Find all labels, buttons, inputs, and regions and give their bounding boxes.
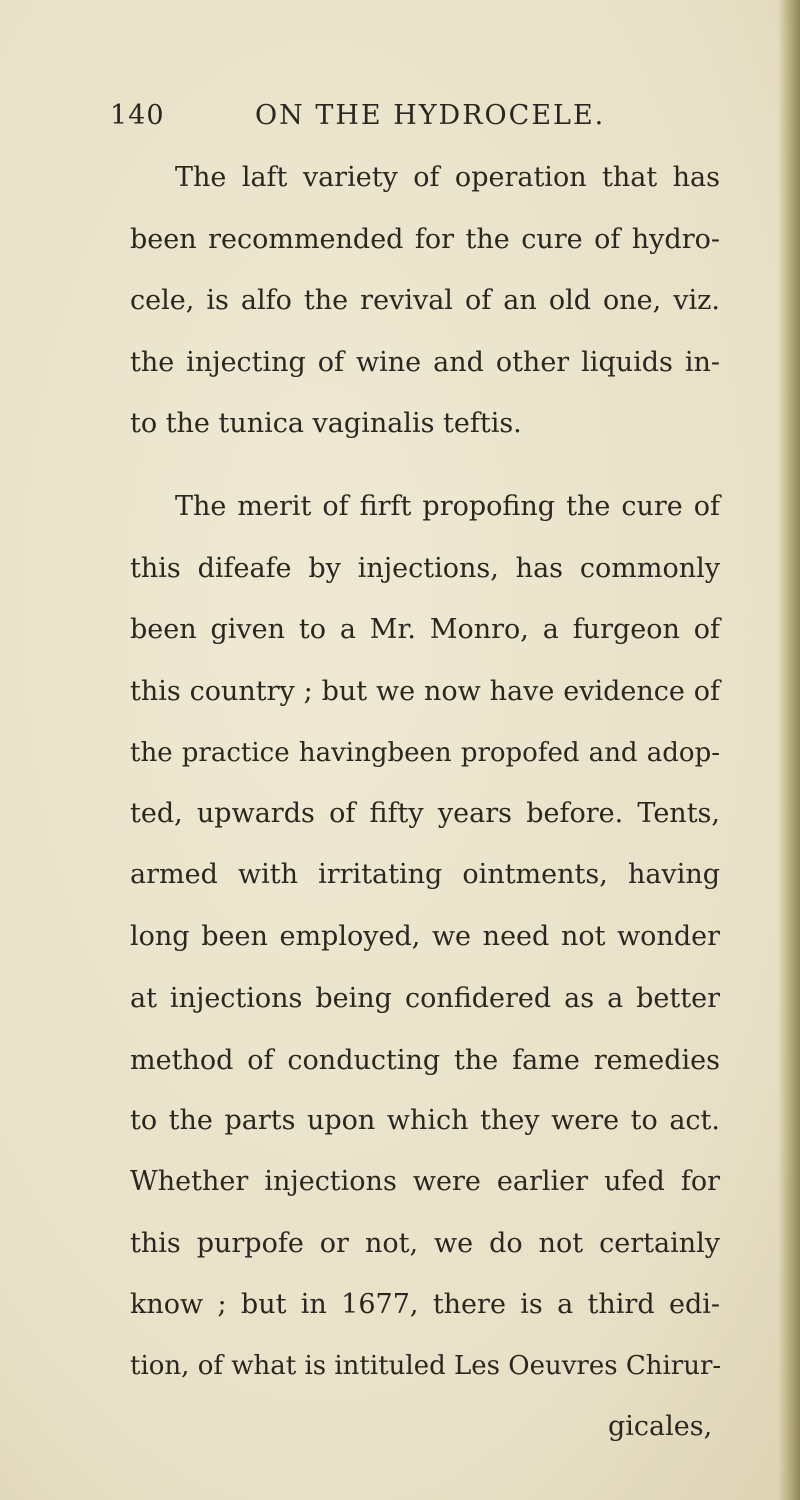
text-line: The laft variety of operation that has xyxy=(175,162,720,193)
text-line: ted, upwards of fifty years before. Tents, xyxy=(130,798,720,829)
text-line: Whether injections were earlier ufed for xyxy=(130,1166,720,1197)
text-line: this country ; but we now have evidence of xyxy=(130,676,720,707)
catchword: gicales, xyxy=(608,1411,713,1442)
text-line: at injections being confidered as a better xyxy=(130,983,720,1014)
text-line: this purpofe or not, we do not certainly xyxy=(130,1228,720,1259)
text-line: cele, is alfo the revival of an old one, viz. xyxy=(130,285,720,316)
text-line: The merit of firft propofing the cure of xyxy=(175,491,720,522)
text-line: this difeafe by injections, has commonly xyxy=(130,553,720,584)
text-line: been recommended for the cure of hydro- xyxy=(130,224,720,255)
text-line: know ; but in 1677, there is a third edi- xyxy=(130,1289,720,1320)
text-line: been given to a Mr. Monro, a furgeon of xyxy=(130,614,720,645)
text-line: tion, of what is intituled Les Oeuvres Chirur- xyxy=(130,1351,722,1381)
text-line: long been employed, we need not wonder xyxy=(130,921,720,952)
text-line: method of conducting the fame remedies xyxy=(130,1045,720,1076)
text-line: the injecting of wine and other liquids in- xyxy=(130,347,720,378)
text-line: to the parts upon which they were to act. xyxy=(130,1105,720,1136)
text-line: armed with irritating ointments, having xyxy=(130,859,720,890)
text-line: to the tunica vaginalis teftis. xyxy=(130,408,522,439)
text-line: the practice havingbeen propofed and adop- xyxy=(130,738,720,768)
running-head: ON THE HYDROCELE. xyxy=(255,100,606,131)
page-number: 140 xyxy=(110,100,165,131)
